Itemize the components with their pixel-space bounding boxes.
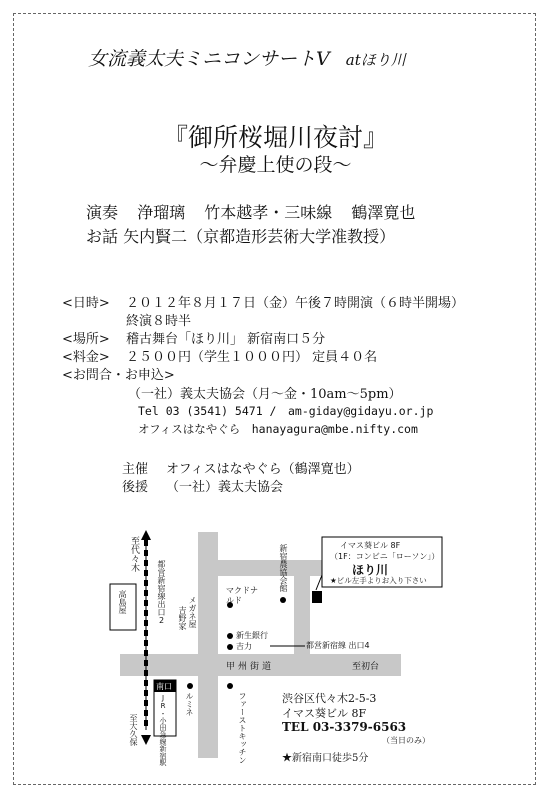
- place-value: 稽古舞台「ほり川」 新宿南口５分: [126, 332, 326, 347]
- host-label: 主催: [122, 462, 149, 477]
- kichiriki-label: 吉力: [236, 642, 252, 651]
- contact-org: （一社）義太夫協会（月～金・10am～5pm）: [128, 387, 402, 402]
- shinsei-dot: [227, 633, 233, 639]
- end-time: 終演８時半: [126, 314, 192, 329]
- arrow-up-icon: [141, 530, 151, 540]
- station-label: JR・小田急線新宿駅: [159, 694, 167, 766]
- date-value: ２０１２年８月１７日（金）午後７時開演（６時半開場）: [126, 296, 465, 311]
- lumine-dot: [187, 683, 193, 689]
- shinsei-label: 新生銀行: [236, 631, 268, 640]
- address-line1: 渋谷区代々木2-5-3: [282, 692, 377, 705]
- building-marker: [312, 591, 322, 603]
- noukyo-dot: [280, 597, 286, 603]
- contact-label: <お問合・お申込>: [62, 368, 175, 383]
- toei-exit2-label: 都営新宿線出口2: [157, 560, 166, 625]
- talk-speaker: 矢内賢二（京都造形芸術大学准教授）: [123, 227, 396, 246]
- tel-note: （当日のみ）: [382, 736, 430, 745]
- venue-tag: atほり川: [345, 51, 406, 69]
- joruri-label: 浄瑠璃: [137, 203, 186, 222]
- series-name: 女流義太夫ミニコンサートV: [88, 48, 330, 70]
- address-tel: TEL 03-3379-6563: [282, 720, 407, 734]
- yoyogi-label: 至代々木: [129, 536, 139, 572]
- fee-value: ２５００円（学生１０００円） 定員４０名: [126, 350, 378, 365]
- mcd-label: マクドナルド: [226, 586, 258, 605]
- koshu-road-label: 甲州街道: [226, 662, 275, 672]
- entry-note: ★ビル左手よりお入り下さい: [330, 576, 427, 585]
- horikawa-label: ほり川: [352, 563, 389, 577]
- okubo-label: 至大久保: [129, 714, 138, 746]
- kichiriki-dot: [227, 644, 233, 650]
- lumine-label: ルミネ: [185, 692, 194, 716]
- fee-label: <料金>: [62, 350, 110, 365]
- support-label: 後援: [122, 480, 149, 495]
- arrow-down-icon: [141, 735, 151, 745]
- support-value: （一社）義太夫協会: [166, 480, 284, 495]
- toei-exit4-label: 都営新宿線 出口4: [306, 641, 370, 650]
- contact-tel-email: Tel 03 (3541) 5471 / am-giday@gidayu.or.jp: [138, 404, 434, 418]
- shamisen-performer: 鶴澤寛也: [351, 203, 416, 222]
- host-value: オフィスはなやぐら（鶴澤寛也）: [166, 462, 360, 477]
- date-label: <日時>: [62, 296, 110, 311]
- place-label: <場所>: [62, 332, 110, 347]
- fastkitchen-label: ファーストキッチン: [238, 692, 247, 764]
- program-title: 『御所桜堀川夜討』: [162, 123, 388, 152]
- noukyo-label: 新宿農協会館: [279, 544, 288, 592]
- takashimaya-label: 高島屋: [118, 590, 127, 614]
- program-subtitle: ～弁慶上使の段～: [199, 154, 352, 176]
- megane-label: メガネ屋: [188, 596, 197, 628]
- hatsudai-label: 至初台: [352, 662, 380, 672]
- callout-pointer: [316, 575, 322, 590]
- performers-label: 演奏: [86, 203, 119, 222]
- address-line2: イマス葵ビル 8F: [282, 707, 367, 720]
- south-exit-label: 南口: [156, 682, 172, 691]
- contact-office-email: オフィスはなやぐら hanayagura@mbe.nifty.com: [138, 422, 418, 436]
- building-convenience: （1F：コンビニ「ローソン」）: [330, 552, 440, 561]
- fastkitchen-dot: [227, 683, 233, 689]
- building-name: イマス葵ビル 8F: [340, 541, 401, 550]
- walk-note: ★新宿南口徒歩5分: [282, 753, 369, 764]
- yoshinoya-label: 吉野家: [178, 606, 187, 630]
- joruri-performer: 竹本越孝・三味線: [204, 203, 333, 222]
- talk-label: お話: [86, 227, 119, 246]
